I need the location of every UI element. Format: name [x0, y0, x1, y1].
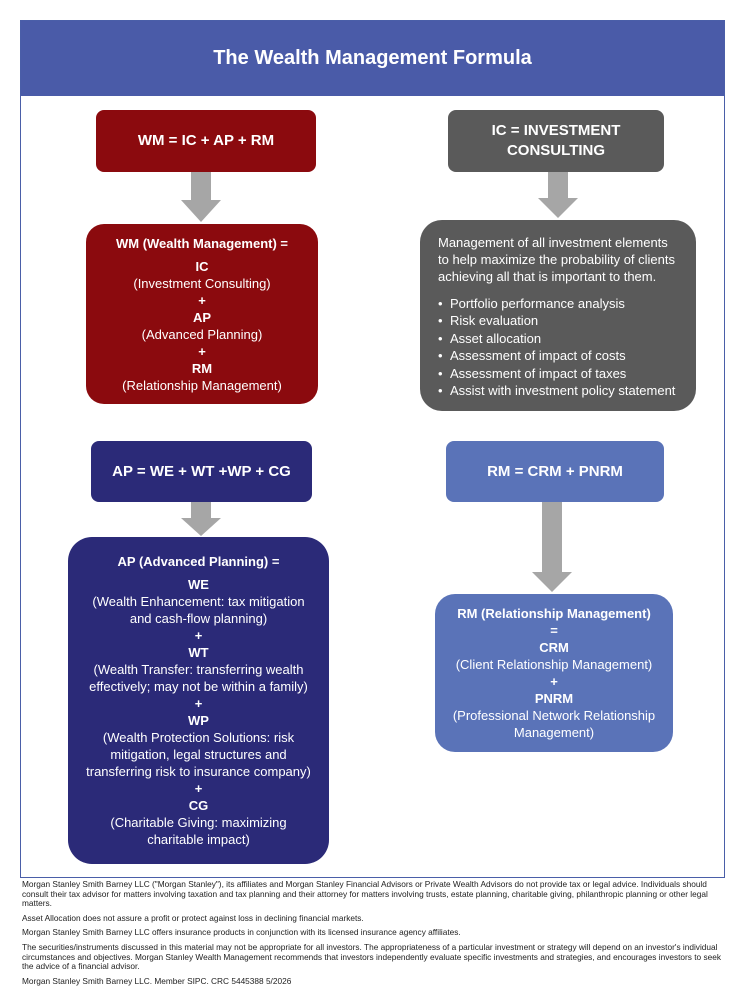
ic-equation-line2: CONSULTING	[506, 142, 606, 159]
ap-line: (Wealth Protection Solutions: risk	[102, 730, 295, 745]
ap-line: +	[194, 781, 203, 796]
wm-line: (Investment Consulting)	[133, 275, 271, 291]
ap-detail-box	[68, 537, 329, 864]
disclosure-paragraph: Morgan Stanley Smith Barney LLC ("Morgan Stanley"), its affiliates and Morgan Stanley Financial Advisors or Private Wealth Advisors do not provide tax or legal advice. Individuals should consult their tax advisor for matters involving taxation and tax planning and their attorney for matters involving trusts, estate planning, charitable giving, philanthropic planning or other legal matters.	[22, 879, 708, 909]
wm-line: AP	[192, 309, 212, 325]
ap-line: (Wealth Enhancement: tax mitigation	[92, 594, 305, 609]
ic-list-item: • Assist with investment policy statement	[438, 383, 676, 398]
wm-equation-box	[96, 110, 316, 172]
disclosure-paragraph: Morgan Stanley Smith Barney LLC. Member SIPC. CRC 5445388 5/2026	[22, 975, 292, 986]
ap-equation-box	[91, 441, 312, 502]
ic-down-arrow	[537, 172, 579, 220]
rm-line: (Client Relationship Management)	[455, 657, 653, 672]
ic-list-item: • Risk evaluation	[438, 313, 539, 328]
ap-heading: AP (Advanced Planning) =	[117, 554, 280, 569]
rm-heading: RM (Relationship Management)	[457, 606, 651, 621]
ic-detail-box	[420, 220, 696, 411]
ic-list-item: • Assessment of impact of taxes	[438, 365, 627, 381]
ap-line: WP	[188, 713, 209, 728]
disclosure-paragraph: The securities/instruments discussed in this material may not be appropriate for all investors. The appropriateness of a particular investment or strategy will depend on an investor's individual circumstances and objectives. Morgan Stanley Wealth Management recommends that investors independently evaluate specific investments and strategies, and encourages investors to seek the advice of a financial advisor.	[22, 941, 722, 972]
ap-line: (Wealth Transfer: transferring wealth	[93, 662, 304, 677]
rm-down-arrow	[531, 502, 573, 594]
rm-line: CRM	[539, 640, 569, 655]
wm-line: +	[198, 292, 206, 308]
ic-equation-box	[448, 110, 664, 172]
wm-line: +	[198, 343, 206, 359]
rm-line: +	[550, 674, 558, 689]
wm-detail-box	[86, 224, 318, 404]
rm-line: Management)	[513, 725, 595, 740]
ap-line: and cash-flow planning)	[129, 611, 268, 626]
ap-down-arrow	[180, 502, 222, 538]
ap-line: WE	[188, 577, 209, 592]
ap-line: transferring risk to insurance company)	[86, 764, 311, 779]
ic-equation-line1: IC = INVESTMENT	[491, 122, 621, 139]
ic-list	[438, 295, 675, 400]
ap-line: WT	[188, 645, 209, 660]
ap-line: effectively; may not be within a family)	[89, 679, 308, 694]
wm-equation: WM = IC + AP + RM	[137, 132, 275, 149]
wm-line: IC	[195, 258, 209, 274]
rm-equation: RM = CRM + PNRM	[487, 462, 623, 480]
disclosure-paragraph: Morgan Stanley Smith Barney LLC offers insurance products in conjunction with its licensed insurance agency affiliates.	[22, 927, 461, 938]
ap-line: charitable impact)	[147, 832, 250, 847]
wm-line: (Relationship Management)	[122, 377, 282, 393]
ap-line: mitigation, legal structures and	[110, 747, 287, 762]
ap-line: CG	[188, 798, 209, 813]
rm-line: (Professional Network Relationship	[452, 708, 656, 723]
wm-line: (Advanced Planning)	[141, 326, 263, 342]
wm-heading: WM (Wealth Management) =	[115, 235, 289, 251]
ic-list-item: • Assessment of impact of costs	[438, 348, 626, 363]
rm-line: =	[550, 623, 558, 638]
ap-equation: AP = WE + WT +WP + CG	[112, 462, 291, 480]
ap-line: +	[194, 628, 203, 643]
page-title: The Wealth Management Formula	[21, 21, 724, 96]
ic-list-item: • Asset allocation	[438, 330, 542, 346]
ap-line: +	[194, 696, 203, 711]
disclosures	[22, 880, 732, 991]
rm-equation-box	[446, 441, 664, 502]
wm-down-arrow	[180, 172, 222, 224]
ic-list-item: • Portfolio performance analysis	[438, 295, 625, 311]
disclosure-paragraph: Asset Allocation does not assure a profit or protect against loss in declining financial markets.	[22, 912, 364, 923]
wm-line: RM	[191, 360, 213, 376]
rm-line: PNRM	[534, 691, 574, 706]
ic-intro: Management of all investment elements to help maximize the probability of clients achieving all that is important to them.	[438, 234, 676, 284]
rm-detail-box	[435, 594, 673, 752]
ap-line: (Charitable Giving: maximizing	[110, 815, 287, 830]
